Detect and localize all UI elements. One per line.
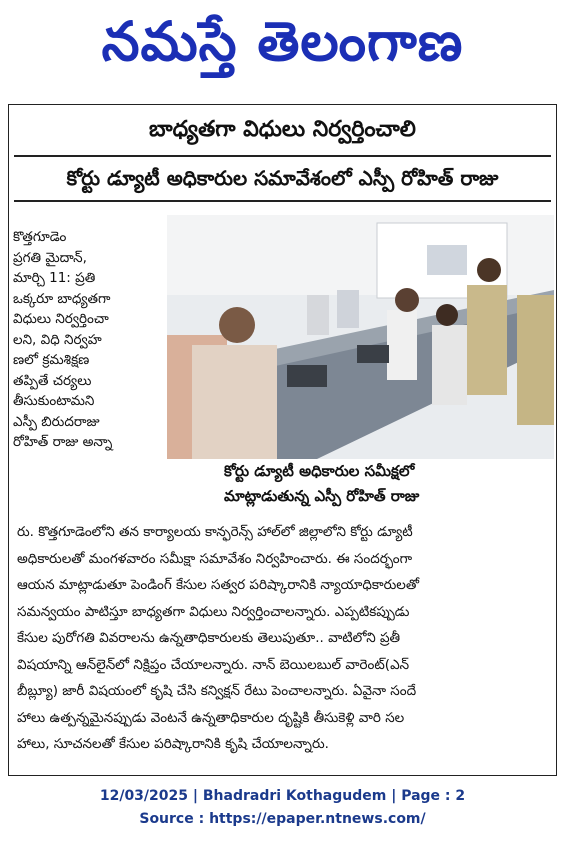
newspaper-logo: నమస్తే తెలంగాణ — [101, 9, 464, 73]
article-headline: బాధ్యతగా విధులు నిర్వర్తించాలి — [149, 117, 416, 142]
column-text-line: కొత్తగూడెం — [13, 229, 67, 245]
masthead — [0, 0, 565, 92]
column-text-line: రోహిత్ రాజు అన్నా — [13, 434, 113, 450]
column-text-line: లని, విధి నిర్వహ — [13, 331, 102, 348]
body-text-line: అధికారులతో మంగళవారం సమీక్షా సమావేశం నిర్వహించారు. ఈ సందర్భంగా — [17, 550, 412, 567]
column-text-line: తప్పితే చర్యలు — [13, 372, 92, 389]
photo-caption-line2: మాట్లాడుతున్న ఎస్పీ రోహిత్ రాజు — [224, 487, 420, 505]
column-text-line: ఒక్కరూ బాధ్యతగా — [13, 290, 111, 307]
meeting-photo-illustration — [167, 215, 554, 459]
column-text-line: ఎస్పీ బిరుదరాజు — [13, 413, 100, 430]
body-text-line: కేసుల పురోగతి వివరాలను ఉన్నతాధికారులకు తెలుపుతూ.. వాటిలోని ప్రతీ — [17, 630, 401, 646]
body-text-line: రు. కొత్తగూడెంలోని తన కార్యాలయ కాన్ఫరెన్స్ హాల్‌లో జిల్లాలోని కోర్టు డ్యూటీ — [17, 524, 413, 540]
body-text-line: హాలు, సూచనలతో కేసుల పరిష్కారానికి కృషి చేయాలన్నారు. — [17, 736, 329, 752]
article-photo — [167, 215, 554, 459]
body-text-line: బీబ్ల్యూ) జారీ విషయంలో కృషి చేసి కన్విక్షన్ రేటు పెంచాలన్నారు. ఏవైనా సందే — [17, 683, 417, 699]
footer-date-edition: 12/03/2025 | Bhadradri Kothagudem | Page : 2 — [99, 788, 466, 804]
news-clipping — [8, 104, 557, 776]
body-text-line: విషయాన్ని ఆన్‌లైన్‌లో నిక్షిప్తం చేయాలన్నారు. నాన్ బెయిలబుల్ వారెంట్(ఎన్ — [17, 656, 410, 673]
body-text-line: హాలు ఉత్పన్నమైనప్పుడు వెంటనే ఉన్నతాధికారుల దృష్టికి తీసుకెళ్లి వారి సల — [17, 709, 405, 726]
photo-caption-line1: కోర్టు డ్యూటీ అధికారుల సమీక్షలో — [224, 462, 415, 480]
column-text-line: మార్చి 11: ప్రతి — [13, 270, 96, 286]
column-text-line: ణలో క్రమశిక్షణ — [13, 352, 90, 368]
headline-divider — [14, 155, 551, 157]
article-body-text — [17, 519, 548, 758]
column-text-line: ప్రగతి మైదాన్, — [13, 249, 87, 266]
column-text-line: విధులు నిర్వర్తించా — [13, 311, 109, 327]
photo-caption — [214, 459, 554, 511]
footer-source: Source : https://epaper.ntnews.com/ — [139, 811, 426, 827]
column-text-line: తీసుకుంటామని — [13, 393, 95, 409]
body-text-line: ఆయన మాట్లాడుతూ పెండింగ్ కేసుల సత్వర పరిష్కారానికి న్యాయాధికారులతో — [17, 577, 419, 593]
subheadline-divider — [14, 200, 551, 202]
article-column-text — [13, 227, 163, 453]
article-subheadline: కోర్టు డ్యూటీ అధికారుల సమావేశంలో ఎస్పీ రోహిత్ రాజు — [66, 166, 499, 190]
body-text-line: సమన్వయం పాటిస్తూ బాధ్యతగా విధులు నిర్వర్తించాలన్నారు. ఎప్పటికప్పుడు — [17, 603, 410, 620]
